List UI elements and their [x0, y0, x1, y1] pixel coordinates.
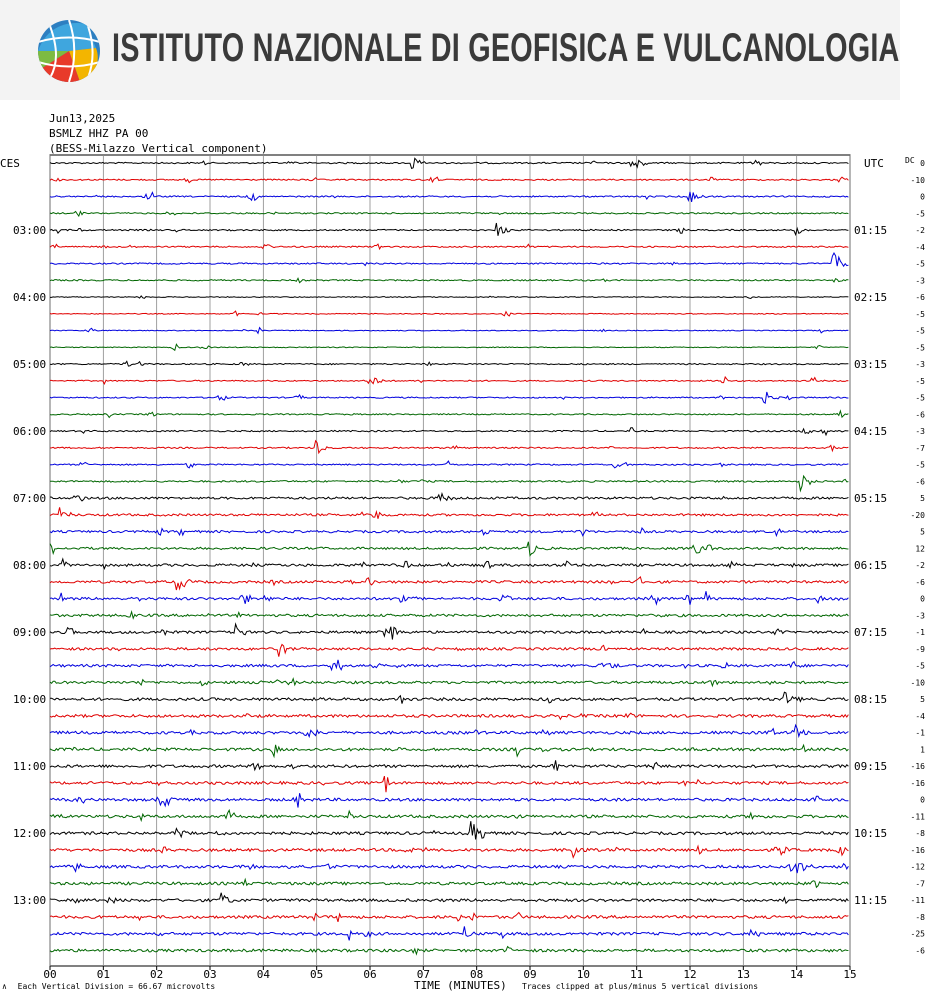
seismic-trace-line [50, 577, 848, 590]
right-timezone-label: UTC [864, 157, 884, 170]
left-hour-label: 07:00 [13, 492, 47, 506]
seismic-trace-line [50, 311, 848, 316]
seismic-trace-line [50, 177, 848, 182]
left-hour-label: 09:00 [13, 626, 47, 640]
dc-offset-value: 12 [915, 544, 925, 554]
dc-offset-value: -4 [915, 242, 925, 252]
dc-offset-value: -7 [915, 879, 925, 889]
seismic-trace-line [50, 361, 848, 366]
dc-offset-value: 5 [920, 527, 925, 537]
organization-name: ISTITUTO NAZIONALE DI GEOFISICA E VULCANOLOGIA [112, 26, 900, 70]
vertical-division-text: Each Vertical Division = 66.67 microvolts [17, 982, 216, 991]
seismic-trace-line [50, 760, 848, 770]
dc-offset-value: -5 [915, 661, 925, 671]
scale-symbol: ∧ [2, 982, 7, 991]
dc-offset-value: -25 [910, 929, 925, 939]
dc-offset-value: -16 [910, 845, 925, 855]
seismic-trace-line [50, 725, 848, 737]
vertical-division-note [2, 982, 215, 991]
x-tick-label: 11 [630, 968, 644, 981]
seismic-trace-line [50, 507, 848, 518]
seismic-trace-line [50, 377, 848, 384]
seismic-trace-line [50, 879, 848, 887]
dc-offset-value: -10 [910, 175, 925, 185]
dc-offset-value: 5 [920, 494, 925, 504]
x-tick-label: 14 [790, 968, 804, 981]
dc-offset-value: -3 [915, 427, 925, 437]
seismic-trace-line [50, 810, 848, 820]
seismic-trace-line [50, 864, 848, 874]
right-hour-label: 02:15 [854, 291, 888, 305]
dc-offset-value: -5 [915, 209, 925, 219]
plot-frame [50, 155, 850, 966]
dc-offset-value: -3 [915, 360, 925, 370]
seismic-trace-line [50, 223, 848, 236]
dc-offset-value: -4 [915, 711, 925, 721]
x-tick-label: 13 [736, 968, 750, 981]
seismic-trace-line [50, 244, 848, 249]
dc-offset-value: -1 [915, 728, 925, 738]
x-tick-label: 12 [683, 968, 697, 981]
dc-offset-value: -5 [915, 460, 925, 470]
right-hour-label: 11:15 [854, 894, 888, 908]
left-hour-label: 05:00 [13, 358, 47, 372]
seismic-trace-line [50, 211, 848, 216]
dc-offset-value: -3 [915, 276, 925, 286]
dc-offset-value: -5 [915, 259, 925, 269]
x-tick-label: 05 [310, 968, 324, 981]
seismic-trace-line [50, 776, 848, 792]
right-hour-label: 04:15 [854, 425, 888, 439]
x-tick-label: 06 [363, 968, 377, 981]
seismic-trace-line [50, 947, 848, 955]
dc-offset-value: -12 [910, 862, 925, 872]
seismic-trace-line [50, 660, 848, 670]
dc-offset-value: -2 [915, 226, 925, 236]
dc-offset-value: -5 [915, 326, 925, 336]
seismic-trace-line [50, 158, 848, 168]
x-tick-label: 03 [203, 968, 217, 981]
dc-offset-value: -9 [915, 644, 925, 654]
seismic-trace-line [50, 441, 848, 453]
x-tick-label: 00 [43, 968, 57, 981]
dc-offset-value: -5 [915, 343, 925, 353]
dc-offset-value: -2 [915, 561, 925, 571]
dc-offset-value: 5 [920, 695, 925, 705]
seismic-trace-line [50, 253, 848, 266]
seismic-trace-line [50, 328, 848, 334]
dc-offset-value: 0 [920, 192, 925, 202]
axis-labels [13, 159, 925, 981]
x-tick-label: 02 [150, 968, 164, 981]
seismic-trace-line [50, 542, 848, 556]
dc-offset-value: -6 [915, 293, 925, 303]
seismic-trace-line [50, 559, 848, 569]
dc-offset-value: 1 [920, 745, 925, 755]
seismic-trace-line [50, 461, 848, 468]
dc-offset-value: -6 [915, 577, 925, 587]
seismic-trace-line [50, 296, 848, 299]
x-tick-label: 08 [470, 968, 484, 981]
seismic-traces [50, 158, 848, 954]
x-tick-label: 07 [416, 968, 430, 981]
left-hour-label: 11:00 [13, 760, 47, 774]
dc-offset-value: -5 [915, 393, 925, 403]
dc-offset-value: 0 [920, 159, 925, 168]
dc-offset-value: -16 [910, 778, 925, 788]
seismic-trace-line [50, 476, 848, 491]
left-hour-label: 04:00 [13, 291, 47, 305]
dc-offset-value: -8 [915, 912, 925, 922]
dc-offset-value: -5 [915, 376, 925, 386]
seismic-trace-line [50, 624, 848, 639]
seismic-trace-line [50, 913, 848, 922]
seismic-trace-line [50, 494, 848, 501]
dc-offset-value: -6 [915, 946, 925, 956]
seismic-trace-line [50, 745, 848, 757]
dc-offset-value: -3 [915, 611, 925, 621]
seismic-trace-line [50, 692, 848, 703]
seismic-trace-line [50, 846, 848, 857]
left-hour-label: 08:00 [13, 559, 47, 573]
right-hour-label: 10:15 [854, 827, 888, 841]
dc-offset-value: -6 [915, 477, 925, 487]
x-tick-label: 01 [96, 968, 110, 981]
seismic-trace-line [50, 713, 848, 719]
dc-offset-value: -11 [910, 896, 925, 906]
plot-date: Jun13,2025 [49, 112, 116, 125]
seismic-trace-line [50, 612, 848, 618]
left-hour-label: 12:00 [13, 827, 47, 841]
minute-grid [50, 155, 850, 970]
left-hour-label: 03:00 [13, 224, 47, 238]
seismic-trace-line [50, 893, 848, 904]
seismic-trace-line [50, 428, 848, 435]
station-description: (BESS-Milazzo Vertical component) [49, 142, 268, 155]
right-hour-label: 07:15 [854, 626, 888, 640]
seismic-trace-line [50, 411, 848, 418]
left-hour-label: 13:00 [13, 894, 47, 908]
x-tick-label: 15 [843, 968, 857, 981]
right-hour-label: 05:15 [854, 492, 888, 506]
seismic-trace-line [50, 344, 848, 350]
left-hour-label: 10:00 [13, 693, 47, 707]
x-tick-label: 04 [256, 968, 270, 981]
seismic-trace-line [50, 192, 848, 202]
seismic-trace-line [50, 645, 848, 657]
right-hour-label: 06:15 [854, 559, 888, 573]
clip-note: Traces clipped at plus/minus 5 vertical divisions [522, 982, 759, 991]
dc-offset-value: -8 [915, 829, 925, 839]
dc-offset-value: 0 [920, 594, 925, 604]
dc-offset-value: -16 [910, 762, 925, 772]
seismic-trace-line [50, 926, 848, 940]
right-hour-label: 03:15 [854, 358, 888, 372]
station-code: BSMLZ HHZ PA 00 [49, 127, 149, 140]
seismic-trace-line [50, 821, 848, 839]
dc-offset-header: DC [905, 156, 915, 165]
left-timezone-label: CES [0, 157, 20, 170]
dc-offset-value: -6 [915, 410, 925, 420]
right-hour-label: 08:15 [854, 693, 888, 707]
seismic-trace-line [50, 278, 848, 282]
dc-offset-value: -5 [915, 309, 925, 319]
seismic-trace-line [50, 679, 848, 686]
seismic-trace-line [50, 528, 848, 536]
dc-offset-value: -20 [910, 510, 925, 520]
right-hour-label: 09:15 [854, 760, 888, 774]
x-tick-label: 09 [523, 968, 537, 981]
x-tick-label: 10 [576, 968, 590, 981]
dc-offset-value: -11 [910, 812, 925, 822]
dc-offset-value: -1 [915, 628, 925, 638]
dc-offset-value: 0 [920, 795, 925, 805]
dc-offset-value: -10 [910, 678, 925, 688]
left-hour-label: 06:00 [13, 425, 47, 439]
right-hour-label: 01:15 [854, 224, 888, 238]
dc-offset-value: -7 [915, 443, 925, 453]
seismic-trace-line [50, 793, 848, 807]
x-axis-title: TIME (MINUTES) [414, 979, 507, 992]
seismic-trace-line [50, 591, 848, 605]
seismic-trace-line [50, 392, 848, 403]
